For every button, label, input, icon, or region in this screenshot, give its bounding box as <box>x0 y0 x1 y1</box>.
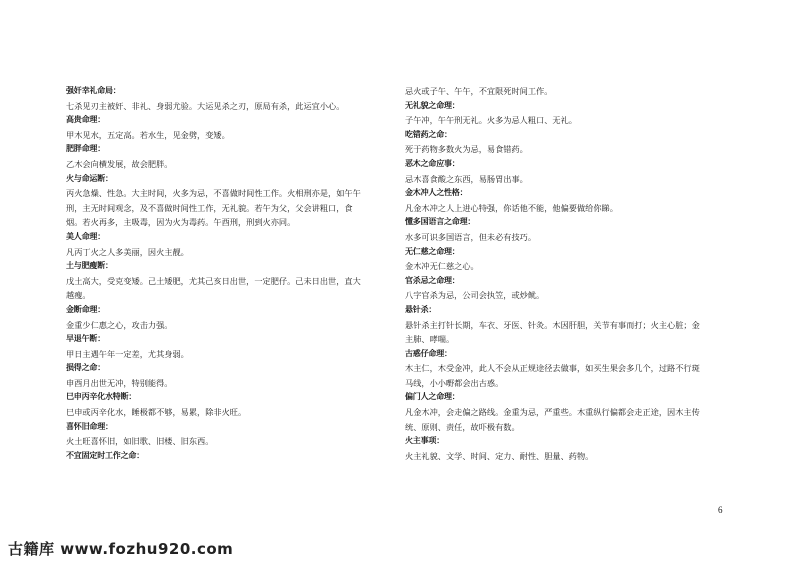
section-body: 金重少仁惠之心，攻击力强。 <box>66 319 173 330</box>
section-heading: 高贵命理： <box>66 115 105 125</box>
section-body: 乙木会向横发展，故会肥胖。 <box>66 158 173 169</box>
section <box>405 274 705 303</box>
section-body: 甲日主遇午年一定差，尤其身弱。 <box>66 348 189 359</box>
section <box>66 259 366 303</box>
section-heading: 古惑仔命理： <box>405 348 452 358</box>
section <box>405 84 705 99</box>
section-heading: 懂多国语言之命理： <box>405 217 476 227</box>
section <box>66 113 366 142</box>
section <box>66 172 366 230</box>
section-body: 凡丙丁火之人多美丽，因火主靓。 <box>66 246 189 257</box>
section-heading: 恶木之命应事： <box>405 158 460 168</box>
section-heading: 损得之命： <box>66 363 105 373</box>
section-heading: 喜怀旧命理： <box>66 421 113 431</box>
section <box>405 186 705 215</box>
left-column <box>66 84 366 463</box>
section <box>66 449 366 464</box>
section-body: 忌木喜食酸之东西，易肠胃出事。 <box>405 173 528 184</box>
section-heading: 不宜固定时工作之命： <box>66 450 144 460</box>
section-body: 死于药物多数火为忌，易食错药。 <box>405 144 528 155</box>
section-heading: 无仁慈之命理： <box>405 246 460 256</box>
section-body: 八字官杀为忌，公司会执笠，或炒鱿。 <box>405 290 545 301</box>
section <box>66 303 366 332</box>
section-heading: 巳申丙辛化水特断： <box>66 392 137 402</box>
section-body: 甲木见水，五定高。若水生，见金劈，变矮。 <box>66 129 230 140</box>
section-body: 戊土高大，受克变矮。己土矮肥，尤其己亥日出世，一定肥仔。己未日出世，直大越瘦。 <box>66 275 361 301</box>
right-column <box>405 84 705 463</box>
section <box>66 230 366 259</box>
section <box>405 347 705 391</box>
section <box>405 390 705 434</box>
section <box>405 434 705 463</box>
section-body: 凡金木冲，会走偏之路线。金重为忌，严重些。木重纵行偏都会走正途，因木主传统、原则、责任，故吓极有数。 <box>405 407 700 432</box>
section-body: 金木冲无仁慈之心。 <box>405 261 479 272</box>
section <box>405 157 705 186</box>
section-heading: 火与命运断： <box>66 173 113 183</box>
section-heading: 金木冲人之性格： <box>405 188 468 198</box>
section <box>405 215 705 244</box>
section-body: 凡金木冲之人上进心特强，你话他不能，他偏要做给你睇。 <box>405 202 618 213</box>
section-heading: 官杀忌之命理： <box>405 275 460 285</box>
section <box>66 142 366 171</box>
section <box>405 245 705 274</box>
section-heading: 美人命理： <box>66 231 105 241</box>
section <box>66 361 366 390</box>
section-heading: 土与肥瘦断： <box>66 261 113 271</box>
section-body: 巳申或丙辛化水，睡极都不够，易累，除非火旺。 <box>66 407 247 418</box>
section-heading: 无礼貌之命理： <box>405 100 460 110</box>
section-heading: 偏门人之命理： <box>405 392 460 402</box>
section-heading: 火主事项： <box>405 436 444 446</box>
section-body: 忌火或子午、午午，不宜限死时间工作。 <box>405 86 553 96</box>
section <box>405 303 705 347</box>
section-heading: 吃错药之命： <box>405 129 452 139</box>
section-heading: 金断命理： <box>66 304 105 314</box>
section <box>66 390 366 419</box>
section <box>66 332 366 361</box>
section <box>405 128 705 157</box>
section <box>66 420 366 449</box>
section <box>405 99 705 128</box>
section-body: 火土旺喜怀旧，如旧歌、旧楼、旧东西。 <box>66 436 214 447</box>
section-body: 子午冲，午午刑无礼。火多为忌人粗口、无礼。 <box>405 115 577 126</box>
section-heading: 早退午断： <box>66 334 105 344</box>
section-body: 木主仁，木受金冲，此人不会从正规途径去做事，如买生果会多几个，过路不行斑马线，小小嘢都会出古惑。 <box>405 363 700 388</box>
footer-watermark: 古籍库 www.fozhu920.com <box>8 540 234 558</box>
section-heading: 肥胖命理： <box>66 144 105 154</box>
section-body: 水多可识多国语言，但未必有技巧。 <box>405 231 537 242</box>
section-body: 申酉月出世无冲，特别能得。 <box>66 377 173 388</box>
section-body: 悬针杀主打针长期，车衣、牙医、针灸。木因肝胆，关节有事而打；火主心脏；金主肺、哮喘。 <box>405 319 700 345</box>
section-body: 火主礼貌、文学、时间、定力、耐性、胆量、药物。 <box>405 450 594 461</box>
section-heading: 悬针杀： <box>405 304 437 314</box>
section-body: 丙火急燥、性急。大主时间，火多为忌，不喜做时间性工作。火相刑亦是，如午午刑，主无时间观念，及不喜做时间性工作，无礼貌。若午为父，父会讲粗口，食烟。若火再多，主吸毒，因为火为毒药。午酉刑，刑到火亦同。 <box>66 188 361 228</box>
page-number: 6 <box>718 505 723 515</box>
section <box>66 84 366 113</box>
section-heading: 强奸幸礼命局： <box>66 86 121 95</box>
section-body: 七杀见刃主被奸、非礼、身弱尤验。大运见杀之刃，原局有杀，此运宜小心。 <box>66 100 345 111</box>
